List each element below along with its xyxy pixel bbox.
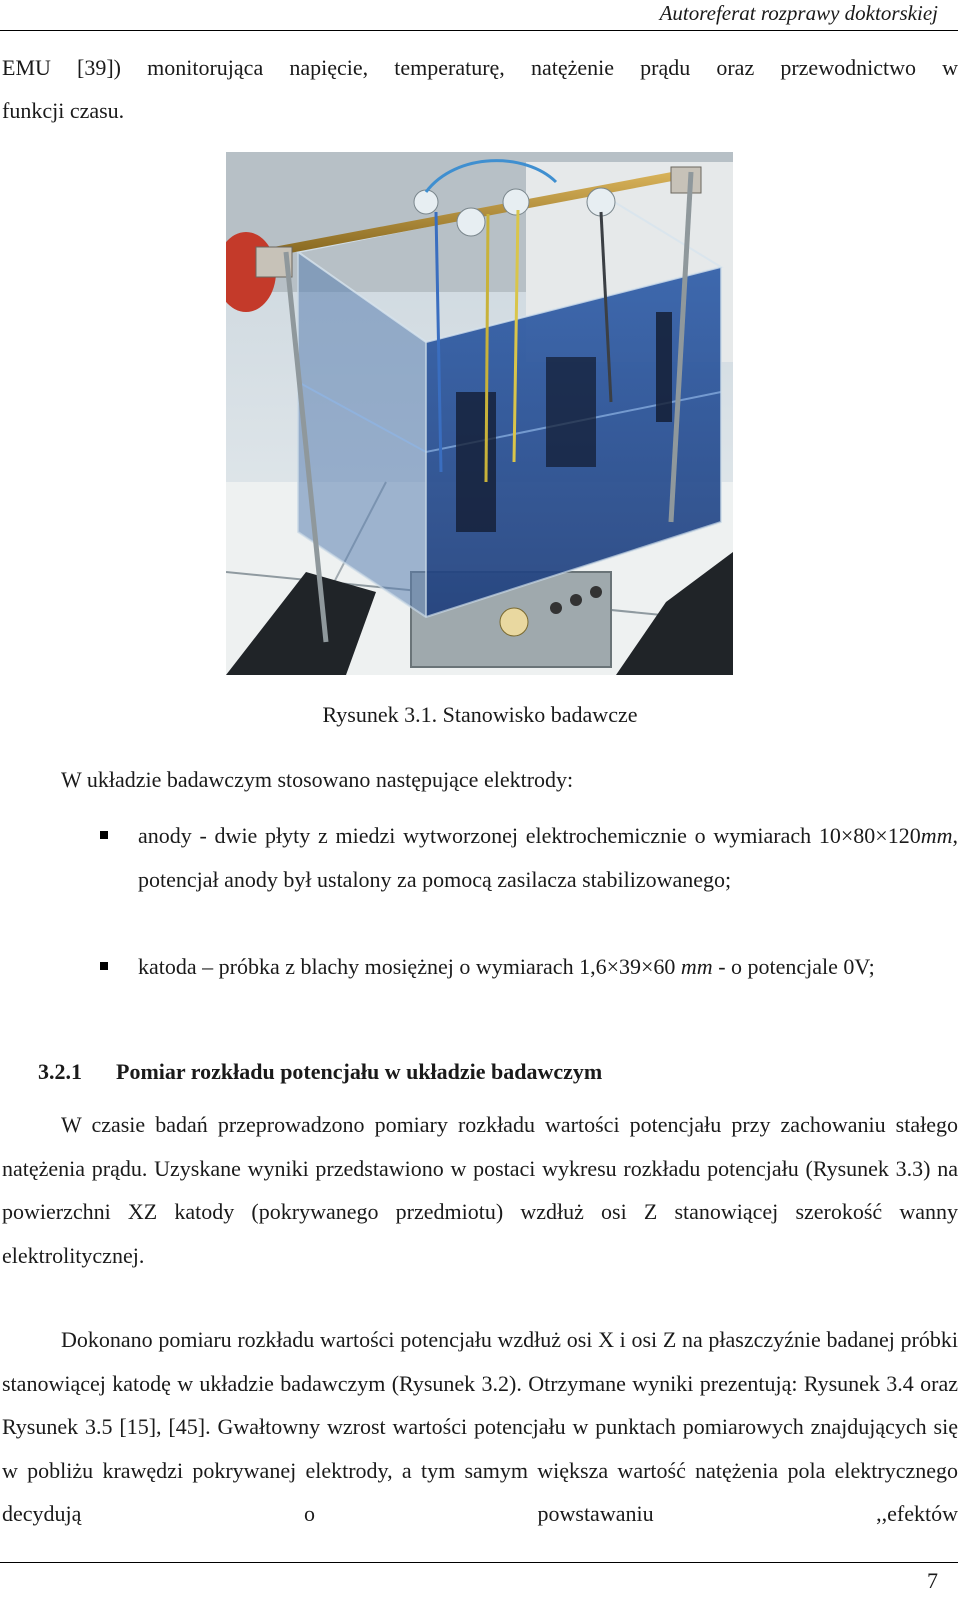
paragraph-2: Dokonano pomiaru rozkładu wartości potencjału wzdłuż osi X i osi Z na płaszczyźnie badanej próbki stanowiącej katodę w układzie badawczym (Rysunek 3.2). Otrzymane wyniki prezentują: Rysunek 3.4 oraz Rysunek 3.5 [15], [45]. Gwałtowny wzrost wartości potencjału w punktach pomiarowych znajdujących się w pobliżu krawędzi pokrywanej elektrody, a tym samym większa wartość natężenia pola elektrycznego decydują o powstawaniu ,,efektów: [2, 1327, 958, 1526]
bullet-anode-text-cont: , potencjał anody był ustalony za pomocą zasilacza stabilizowanego;: [138, 823, 958, 892]
bullet-anode-dims: 10×80×120: [818, 823, 921, 848]
bullet-cathode-unit: mm: [680, 954, 713, 979]
intro-line-1: EMU [39]) monitorująca napięcie, temperaturę, natężenie prądu oraz przewodnictwo w: [2, 55, 958, 80]
section-title: Pomiar rozkładu potencjału w układzie badawczym: [116, 1059, 603, 1084]
figure-photo: [226, 152, 733, 675]
bullet-anode-unit: mm: [920, 823, 953, 848]
section-heading: [38, 1059, 602, 1085]
footer-rule: [0, 1562, 958, 1563]
section-number: 3.2.1: [38, 1059, 82, 1084]
bullet-cathode-text-cont: - o potencjale 0V;: [712, 954, 875, 979]
figure-caption: Rysunek 3.1. Stanowisko badawcze: [322, 702, 638, 727]
bullet-cathode-text: katoda – próbka z blachy mosiężnej o wymiarach: [138, 954, 580, 979]
electrodes-intro: W układzie badawczym stosowano następujące elektrody:: [61, 767, 574, 792]
page-number: 7: [927, 1568, 938, 1593]
list-item: [98, 814, 958, 945]
bullet-marker: [100, 962, 108, 970]
bullet-cathode-dims: 1,6×39×60: [579, 954, 676, 979]
page-header: [0, 0, 960, 28]
bullet-marker: [100, 831, 108, 839]
header-rule: [0, 30, 958, 31]
intro-line-2: funkcji czasu.: [2, 98, 125, 123]
header-title: Autoreferat rozprawy doktorskiej: [659, 1, 938, 25]
paragraph-1: W czasie badań przeprowadzono pomiary rozkładu wartości potencjału przy zachowaniu stałego natężenia prądu. Uzyskane wyniki przedstawiono w postaci wykresu rozkładu potencjału (Rysunek 3.3) na powierzchni XZ katody (pokrywanego przedmiotu) wzdłuż osi Z stanowiącej szerokość wanny elektrolitycznej.: [2, 1112, 958, 1268]
bullet-anode-text: anody - dwie płyty z miedzi wytworzonej elektrochemicznie o wymiarach: [138, 823, 812, 848]
electrode-list: [98, 814, 958, 989]
list-item: [98, 945, 958, 989]
research-setup-photo: [226, 152, 733, 675]
